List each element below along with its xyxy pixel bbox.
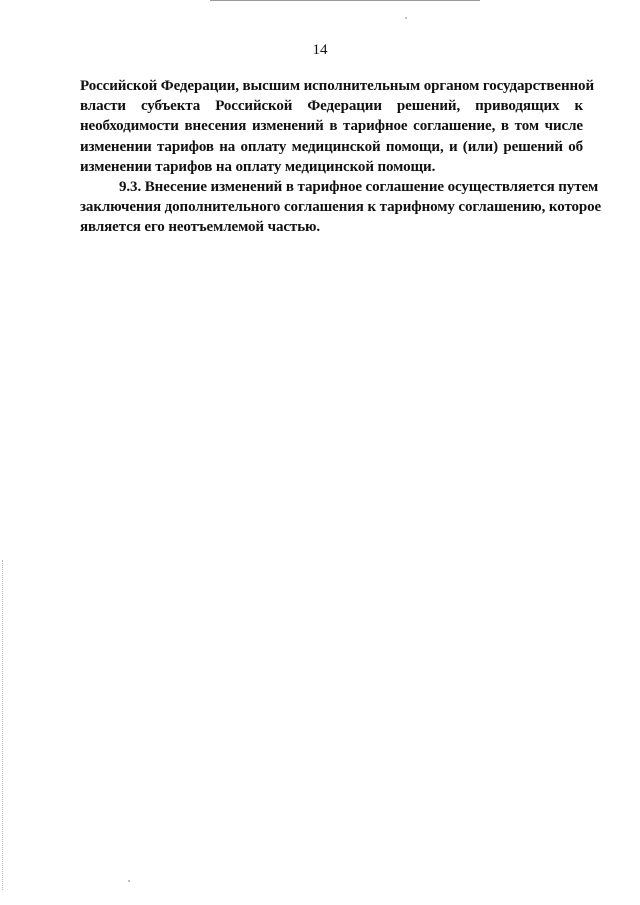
text-line: является его неотъемлемой частью. xyxy=(80,219,321,236)
text-line: заключения дополнительного соглашения к тарифному соглашению, которое xyxy=(80,199,602,216)
scan-speck xyxy=(128,880,130,882)
text-line: 9.3. Внесение изменений в тарифное соглашение осуществляется путем xyxy=(119,178,599,195)
page-number: 14 xyxy=(312,42,328,58)
document-body xyxy=(80,76,602,238)
text-line: изменении тарифов на оплату медицинской помощи. xyxy=(80,158,436,175)
scan-speck xyxy=(405,17,407,19)
text-line: Российской Федерации, высшим исполнительным органом государственной xyxy=(80,78,595,94)
scan-edge-top xyxy=(210,0,480,1)
text-line: власти субъекта Российской Федерации решений, приводящих к xyxy=(80,98,583,115)
text-line: изменении тарифов на оплату медицинской помощи, и (или) решений об xyxy=(80,138,583,155)
scan-edge-left xyxy=(2,560,3,890)
text-line: необходимости внесения изменений в тарифное соглашение, в том числе xyxy=(80,118,583,135)
paragraph-2 xyxy=(80,177,602,238)
paragraph-1 xyxy=(80,76,595,177)
